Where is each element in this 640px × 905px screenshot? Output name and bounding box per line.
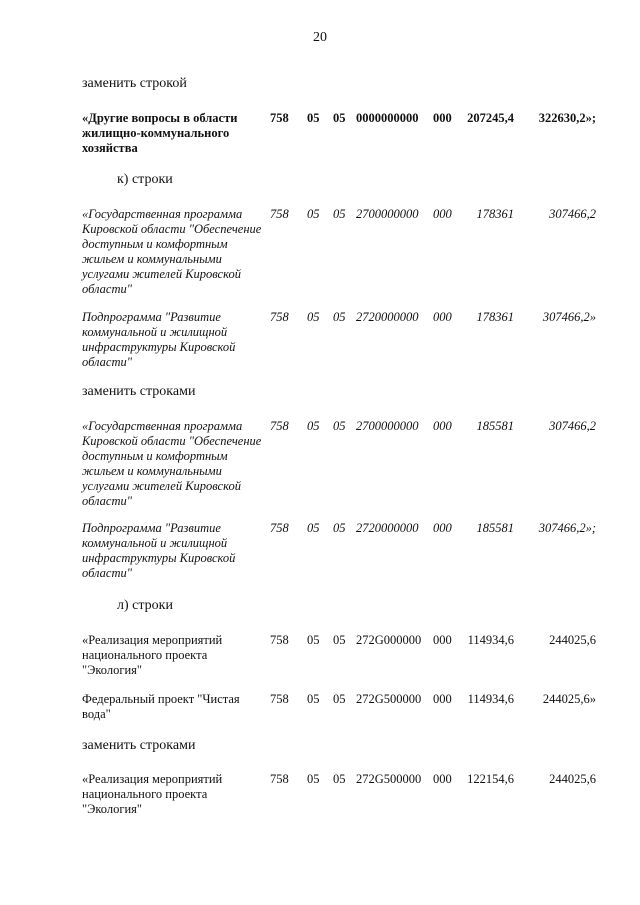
row-name: «Реализация мероприятий национального проекта "Экология" [82, 633, 223, 677]
cell-section: 05 [307, 772, 320, 786]
cell-subsection: 05 [333, 310, 346, 324]
cell-sum-1: 114934,6 [467, 692, 514, 706]
cell-target-article: 2720000000 [356, 310, 419, 324]
cell-sum-2: 307466,2» [542, 310, 596, 324]
cell-sum-2: 244025,6» [542, 692, 596, 706]
cell-subsection: 05 [333, 111, 346, 125]
page-number: 20 [313, 30, 327, 45]
cell-ved: 758 [270, 521, 289, 535]
cell-section: 05 [307, 419, 320, 433]
cell-ved: 758 [270, 692, 289, 706]
cell-ved: 758 [270, 419, 289, 433]
cell-sum-2: 244025,6 [549, 772, 596, 786]
cell-subsection: 05 [333, 633, 346, 647]
cell-ved: 758 [270, 772, 289, 786]
cell-section: 05 [307, 207, 320, 221]
cell-ved: 758 [270, 633, 289, 647]
cell-expense-type: 000 [433, 633, 452, 647]
cell-sum-2: 307466,2 [549, 207, 596, 221]
cell-target-article: 272G500000 [356, 692, 422, 706]
cell-expense-type: 000 [433, 111, 452, 125]
cell-sum-1: 207245,4 [467, 111, 514, 125]
heading-replace-with-rows-2: заменить строками [82, 738, 196, 753]
cell-sum-1: 178361 [476, 310, 514, 324]
row-name: «Реализация мероприятий национального проекта "Экология" [82, 772, 223, 816]
cell-expense-type: 000 [433, 692, 452, 706]
cell-target-article: 0000000000 [356, 111, 419, 125]
cell-sum-1: 185581 [476, 521, 514, 535]
cell-subsection: 05 [333, 772, 346, 786]
cell-subsection: 05 [333, 207, 346, 221]
cell-expense-type: 000 [433, 521, 452, 535]
cell-expense-type: 000 [433, 207, 452, 221]
cell-expense-type: 000 [433, 772, 452, 786]
row-name: Федеральный проект "Чистая вода" [82, 692, 240, 721]
cell-expense-type: 000 [433, 310, 452, 324]
cell-target-article: 2700000000 [356, 207, 419, 221]
heading-section-k: к) строки [117, 172, 173, 187]
cell-section: 05 [307, 692, 320, 706]
cell-subsection: 05 [333, 692, 346, 706]
cell-ved: 758 [270, 111, 289, 125]
row-name: «Другие вопросы в области жилищно-коммунального хозяйства [82, 111, 238, 155]
cell-sum-2: 322630,2»; [538, 111, 596, 125]
row-name: Подпрограмма "Развитие коммунальной и жилищной инфраструктуры Кировской области" [82, 310, 236, 369]
heading-section-l: л) строки [117, 598, 173, 613]
heading-replace-with-rows: заменить строками [82, 384, 196, 399]
cell-target-article: 272G500000 [356, 772, 422, 786]
cell-subsection: 05 [333, 419, 346, 433]
cell-sum-2: 307466,2 [549, 419, 596, 433]
cell-sum-1: 185581 [476, 419, 514, 433]
cell-target-article: 2720000000 [356, 521, 419, 535]
row-name: «Государственная программа Кировской области "Обеспечение доступным и комфортным жильем и коммунальными услугами жителей Кировской области" [82, 419, 262, 508]
cell-expense-type: 000 [433, 419, 452, 433]
row-name: Подпрограмма "Развитие коммунальной и жилищной инфраструктуры Кировской области" [82, 521, 236, 580]
row-name: «Государственная программа Кировской области "Обеспечение доступным и комфортным жильем и коммунальными услугами жителей Кировской области" [82, 207, 262, 296]
cell-subsection: 05 [333, 521, 346, 535]
cell-ved: 758 [270, 207, 289, 221]
cell-sum-1: 114934,6 [467, 633, 514, 647]
heading-replace-with-row: заменить строкой [82, 76, 187, 91]
cell-section: 05 [307, 310, 320, 324]
cell-sum-1: 122154,6 [467, 772, 514, 786]
cell-sum-1: 178361 [476, 207, 514, 221]
cell-section: 05 [307, 633, 320, 647]
cell-section: 05 [307, 521, 320, 535]
cell-target-article: 272G000000 [356, 633, 422, 647]
cell-section: 05 [307, 111, 320, 125]
cell-sum-2: 307466,2»; [538, 521, 596, 535]
cell-ved: 758 [270, 310, 289, 324]
cell-target-article: 2700000000 [356, 419, 419, 433]
cell-sum-2: 244025,6 [549, 633, 596, 647]
